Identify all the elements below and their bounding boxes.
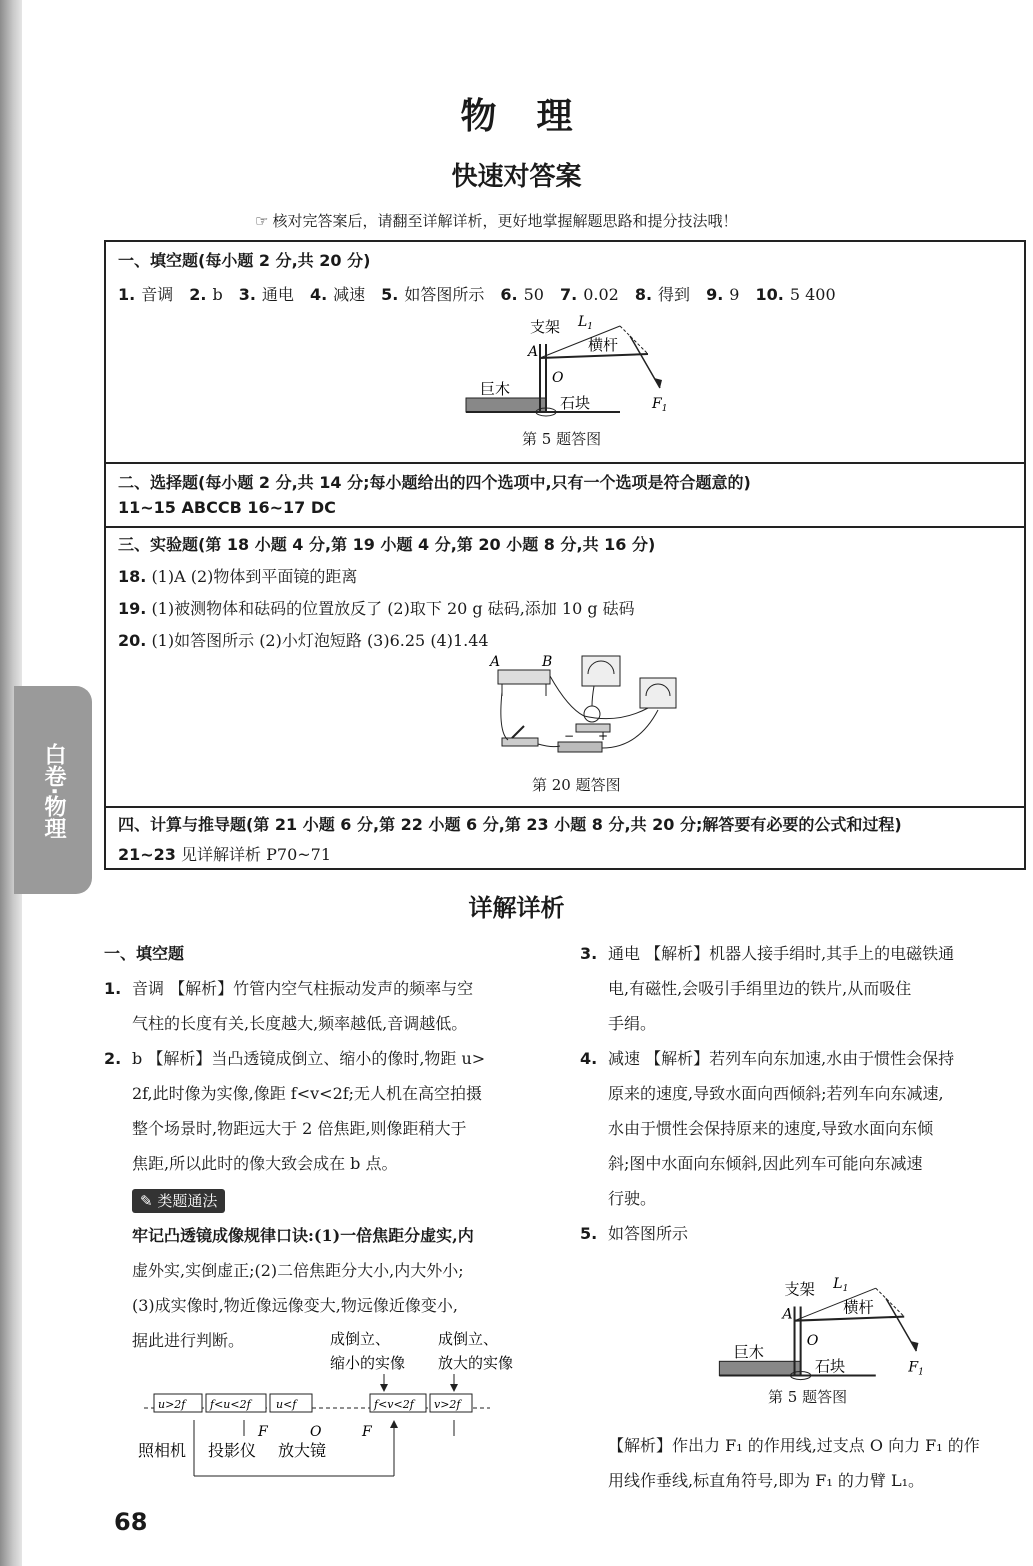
answer-value: 得到: [658, 285, 691, 304]
side-tab: [14, 686, 92, 894]
fig20-caption: 第 20 题答图: [532, 776, 621, 794]
label-henggan: 横杆: [588, 336, 619, 354]
label-A: A: [528, 344, 539, 360]
answer-value: 音调: [141, 285, 174, 304]
svg-text:O: O: [310, 1424, 322, 1440]
svg-text:照相机: 照相机: [138, 1441, 187, 1460]
answer-number: 7.: [559, 285, 578, 304]
svg-text:缩小的实像: 缩小的实像: [330, 1354, 406, 1372]
tip-tag: ✎ 类题通法: [132, 1183, 556, 1218]
page-title: 物理: [460, 95, 613, 137]
detail-left-column: [104, 936, 556, 1358]
q5-block: 5. 如答图所示: [580, 1224, 689, 1243]
svg-text:u<f: u<f: [276, 1398, 297, 1411]
section-fill-blank: [106, 242, 1024, 464]
label-zhijia: 支架: [530, 318, 561, 336]
section-heading: 四、计算与推导题(第 21 小题 6 分,第 22 小题 6 分,第 23 小题 8 分,共 20 分;解答要有必要的公式和过程): [118, 815, 902, 834]
answer-value: 0.02: [583, 285, 619, 304]
svg-text:F1: $F_1$: [908, 1359, 924, 1378]
answer-number: 8.: [634, 285, 653, 304]
svg-text:F: F: [362, 1424, 372, 1440]
lever-diagram: [460, 314, 680, 442]
label-F1: $F_1$: [652, 396, 668, 414]
answers-line: [118, 282, 836, 305]
svg-text:A: A: [782, 1306, 793, 1323]
svg-text:成倒立、: 成倒立、: [438, 1330, 499, 1348]
section-experiment: [106, 528, 1024, 808]
answer-value: 9: [729, 285, 740, 304]
q5-analysis: 【解析】作出力 F₁ 的作用线,过支点 O 向力 F₁ 的作 用线作垂线,标直角符号,即为 F₁ 的力臂 L₁。: [608, 1436, 980, 1490]
section-heading: 三、实验题(第 18 小题 4 分,第 19 小题 4 分,第 20 小题 8 分,共 16 分): [118, 535, 656, 554]
key-icon: ✎: [140, 1192, 158, 1210]
q1-block: 1. 音调 【解析】竹管内空气柱振动发声的频率与空 气柱的长度有关,长度越大,频率越低,音调越低。: [104, 979, 474, 1033]
svg-text:石块: 石块: [814, 1357, 846, 1376]
svg-text:u>2f: u>2f: [158, 1398, 186, 1411]
svg-text:f<v<2f: f<v<2f: [374, 1398, 414, 1411]
label-jumu: 巨木: [480, 380, 511, 398]
svg-text:f<u<2f: f<u<2f: [210, 1398, 251, 1411]
label-minus: −: [564, 729, 575, 743]
detail-left-heading: 一、填空题: [104, 944, 185, 963]
answers-line: 21~23 见详解详析 P70~71: [118, 845, 332, 864]
answer-number: 3.: [238, 285, 256, 304]
tip-text: 牢记凸透镜成像规律口诀:(1)一倍焦距分虚实,内 虚外实,实倒虚正;(2)二倍焦距分大小,内大外小; (3)成实像时,物近像远像变大,物远像近像变小, 据此进行判断。: [132, 1226, 474, 1350]
svg-text:成倒立、: 成倒立、: [330, 1330, 391, 1348]
answer-20: 20. (1)如答图所示 (2)小灯泡短路 (3)6.25 (4)1.44: [118, 631, 489, 650]
answer-number: 6.: [500, 285, 518, 304]
detail-right-column: [580, 936, 1026, 1251]
answer-value: 通电: [261, 285, 294, 304]
svg-text:v>2f: v>2f: [434, 1398, 461, 1411]
circuit-diagram: [488, 652, 678, 762]
svg-text:支架: 支架: [784, 1280, 815, 1299]
svg-text:O: O: [806, 1333, 819, 1350]
answer-18: 18. (1)A (2)物体到平面镜的距离: [118, 567, 358, 586]
q4-block: 4. 减速 【解析】若列车向东加速,水由于惯性会保持 原来的速度,导致水面向西倾斜;若列车向东减速, 水由于惯性会保持原来的速度,导致水面向东倾 斜;图中水面向东倾斜,因此列车可能向东减速 行驶。: [580, 1049, 955, 1208]
answer-value: 如答图所示: [404, 285, 485, 304]
svg-text:投影仪: 投影仪: [208, 1441, 257, 1460]
detail-fig5-caption: 第 5 题答图: [768, 1388, 848, 1406]
svg-text:横杆: 横杆: [843, 1298, 874, 1317]
answer-number: 2.: [189, 285, 207, 304]
answer-value: b: [212, 285, 223, 304]
answer-value: 50: [523, 285, 544, 304]
answer-number: 4.: [309, 285, 328, 304]
answer-number: 9.: [706, 285, 724, 304]
label-B: B: [542, 654, 553, 670]
answer-number: 5.: [381, 285, 399, 304]
section-heading: 二、选择题(每小题 2 分,共 14 分;每小题给出的四个选项中,只有一个选项是符合题意的): [118, 473, 751, 492]
pointing-hand-icon: ☞: [255, 212, 269, 230]
detail-title: 详解详析: [468, 894, 565, 922]
q2-block: 2. b 【解析】当凸透镜成倒立、缩小的像时,物距 u> 2f,此时像为实像,像距 f<v<2f;无人机在高空拍摄 整个场景时,物距远大于 2 倍焦距,则像距稍大于 焦距,所以此时的像大致会成在 b 点。: [104, 1049, 486, 1173]
q3-block: 3. 通电 【解析】机器人接手绢时,其手上的电磁铁通 电,有磁性,会吸引手绢里边的铁片,从而吸住 手绢。: [580, 944, 955, 1033]
answer-number: 10.: [755, 285, 784, 304]
quick-answer-box: [104, 240, 1026, 870]
fig5-caption: 第 5 题答图: [522, 430, 602, 448]
label-A: A: [490, 654, 501, 670]
label-plus: +: [598, 729, 609, 743]
page-number: 68: [114, 1508, 148, 1536]
svg-text:F: F: [258, 1424, 268, 1440]
answer-value: 5 400: [789, 285, 836, 304]
section-heading: 一、填空题(每小题 2 分,共 20 分): [118, 251, 371, 270]
answers-line: 11~15 ABCCB 16~17 DC: [118, 498, 336, 517]
page-subtitle: 快速对答案: [451, 162, 582, 192]
label-O: O: [552, 370, 564, 386]
side-tab-label: 白卷·物理: [41, 742, 66, 840]
lens-rule-diagram: [134, 1324, 514, 1494]
answer-value: 减速: [333, 285, 366, 304]
svg-text:L1: $L_1$: [833, 1276, 849, 1295]
label-L1: $L_1$: [578, 314, 594, 332]
hint-text: ☞ 核对完答案后，请翻至详解详析，更好地掌握解题思路和提分技法哦！: [255, 212, 738, 230]
section-choice: [106, 464, 1024, 528]
label-shikuai: 石块: [560, 394, 591, 412]
svg-text:巨木: 巨木: [733, 1343, 765, 1362]
svg-text:放大镜: 放大镜: [278, 1441, 327, 1460]
answer-number: 1.: [118, 285, 136, 304]
svg-text:放大的实像: 放大的实像: [438, 1354, 514, 1372]
answer-list: [118, 285, 836, 304]
section-calculation: [106, 808, 1024, 868]
answer-19: 19. (1)被测物体和砝码的位置放反了 (2)取下 20 g 砝码,添加 10 g 砝码: [118, 599, 635, 618]
